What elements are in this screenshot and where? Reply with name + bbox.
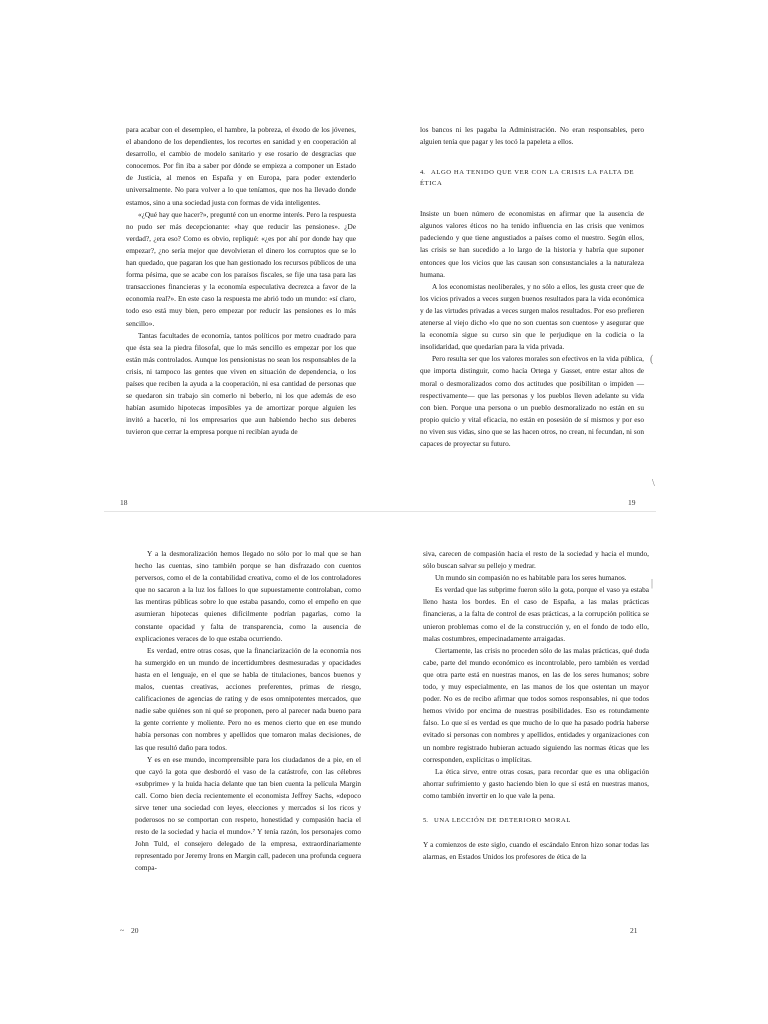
paragraph: Y a la desmoralización hemos llegado no sólo por lo mal que se han hecho las cuentas, sino también porque se han disfrazado con cuentos perversos, como el de la contabilidad creativa, como el de los controladores que no sacaron a la luz los falloes lo que supuestamente controlaban, como las mentiras públicas sobre lo que estaba pasando, como el empeño en que asumieran hipotecas quienes difícilmente podrían pagarlas, como la constante opacidad y falta de transparencia, como la ausencia de explicaciones veraces de lo que estaba ocurriendo. [135,549,361,643]
paragraph: los bancos ni les pagaba la Administración. No eran responsables, pero alguien tenía que pagar y les tocó la papeleta a ellos. [420,125,644,147]
paragraph: Es verdad, entre otras cosas, que la financiarización de la economía nos ha sumergido en un mundo de incertidumbres desmesuradas y opacidades hasta en el lenguaje, en el que se habla de titulaciones, bancos buenos y malos, cuentas creativas, acciones preferentes, primas de riesgo, calificaciones de agencias de rating y de esos omnipotentes mercados, que nadie sabe quiénes son ni qué se proponen, pero al parecer nada bueno para la gente corriente y moliente. Pero no es menos cierto que en ese mundo había personas con nombres y apellidos que tomaron malas decisiones, de las que resultó daño para todos. [135,645,361,752]
section-title: UNA LECCIÓN DE DETERIORO MORAL [433,816,572,824]
paragraph: siva, carecen de compasión hacia el resto de la sociedad y hacia el mundo, sólo buscan salvar su pellejo y medrar. [423,549,649,571]
paragraph: Un mundo sin compasión no es habitable para los seres humanos. [435,573,627,583]
section-title: ALGO HA TENIDO QUE VER CON LA CRISIS LA FALTA DE ÉTICA [420,169,635,188]
paragraph: La ética sirve, entre otras cosas, para recordar que es una obligación ahorrar sufrimiento y gasto haciendo bien lo que sí está en nuestras manos, como también invertir en lo que vale la pena. [423,766,649,800]
bottom-left-page-text [135,548,361,875]
bottom-right-page-text [423,548,649,863]
margin-mark: ( [650,354,654,365]
section-number: 5. [423,816,428,824]
page-number: 18 [120,498,128,507]
paragraph: Y es en ese mundo, incomprensible para los ciudadanos de a pie, en el que cayó la gota que desbordó el vaso de la catástrofe, con las célebres «subprime» y la huida hacia delante que tan bien cuenta la película Margin call. Como bien decía recientemente el economista Jeffrey Sachs, «depoco sirve tener una sociedad con leyes, elecciones y mercados si los ricos y poderosos no se comportan con respeto, honestidad y compasión hacia el resto de la sociedad y hacia el mundo».⁷ Y tenía razón, los personajes como John Tuld, el consejero delegado de la empresa, extraordinariamente representado por Jeremy Irons en Margin call, padecen una profunda ceguera compa- [135,754,361,873]
paragraph: Tantas facultades de economía, tantos políticos por metro cuadrado para que ésta sea la piedra filosofal, que lo más sencillo es empezar por los que están más controlados. Aunque los pensionistas no sean los responsables de la crisis, ni tampoco las gentes que viven en situación de dependencia, o los países que reciben la ayuda a la cooperación, ni esa cantidad de personas que se quedaron sin trabajo sin comerlo ni beberlo, ni los que además de eso habían asumido hipotecas imposibles ya de amortizar porque alguien les invitó a hacerlo, ni los empresarios que aun habiendo hecho sus deberes tuvieron que cerrar la empresa porque ni recibían ayuda de [126,330,356,437]
paragraph: para acabar con el desempleo, el hambre, la pobreza, el éxodo de los jóvenes, el abandono de los dependientes, los recortes en sanidad y en cooperación al desarrollo, el cambio de modelo sanitario y ese rosario de desgracias que conocemos. Por fin iba a saber por dónde se empieza a componer un Estado de Justicia, al menos en España y en Europa, para poder extenderlo universalmente. No para volver a lo que teníamos, que nos ha llevado donde estamos, sino a una sociedad justa con formas de vida inteligentes. [126,125,356,207]
paragraph: Ciertamente, las crisis no proceden sólo de las malas prácticas, qué duda cabe, parte del mundo económico es incontrolable, pero también es verdad que otra parte está en nuestras manos, en las de los seres humanos; sobre todo, y muy especialmente, en las manos de los que ostentan un mayor poder. No es de recibo afirmar que todos somos responsables, ni que todos hemos vivido por encima de nuestras posibilidades. Eso es rotundamente falso. Lo que sí es verdad es que mucho de lo que ha pasado podría haberse evitado si personas con nombres y apellidos, entidades y organizaciones con un nombre registrado hubieran actuado siguiendo las normas éticas que les corresponden, explícitas o implícitas. [423,645,649,764]
margin-mark: | [651,578,654,589]
paragraph: Es verdad que las subprime fueron sólo la gota, porque el vaso ya estaba lleno hasta los bordes. En el caso de España, a las malas prácticas financieras, a la falta de control de esas prácticas, a la corrupción política se unieron problemas como el de la construcción y, en el fondo de todo ello, malas costumbres, empecinadamente arraigadas. [423,585,649,643]
page-number: 19 [628,498,636,507]
paragraph: A los economistas neoliberales, y no sólo a ellos, les gusta creer que de los vicios privados a veces surgen buenos resultados para la vida económica y de las virtudes privadas a veces surgen malos resultados. Por eso prefieren atenerse al viejo dicho «lo que no son cuentas son cuentos» y asegurar que la economía sigue su curso sin que le perjudique en la codicia o la insolidaridad, que quedarían para la vida privada. [420,281,644,352]
page-number: 21 [630,926,638,935]
paragraph: Insiste un buen número de economistas en afirmar que la ausencia de algunos valores éticos no ha tenido influencia en las crisis que venimos padeciendo y que tiene angustiados a países como el nuestro. Según ellos, las crisis se han sucedido a lo largo de la historia y habría que suponer entonces que los vicios que las causan son consustanciales a la naturaleza humana. [420,209,644,279]
top-left-page-text [126,124,356,438]
section-heading [420,167,644,189]
paragraph: «¿Qué hay que hacer?», pregunté con un enorme interés. Pero la respuesta no pudo ser más decepcionante: «hay que reducir las pensiones». ¿De verdad?, ¿era eso? Como es obvio, repliqué: «¿es por ahí por donde hay que empezar?, ¿no sería mejor que devolvieran el dinero los corruptos que se lo han quedado, que pagaran los que han gestionado los recursos públicos de una forma pésima, que se acabe con los paraísos fiscales, se fije una tasa para las transacciones financieras y la economía especulativa decrezca a favor de la economía real?». En este caso la respuesta me abrió todo un mundo: «sí claro, todo eso está muy bien, pero empezar por reducir las pensiones es lo más sencillo». [126,209,356,328]
paragraph: Y a comienzos de este siglo, cuando el escándalo Enron hizo sonar todas las alarmas, en Estados Unidos los profesores de ética de la [423,839,649,862]
margin-mark: \ [652,478,655,489]
section-number: 4. [420,169,425,177]
page-number: 20 [131,926,139,935]
page-number-dash: ~ [120,926,125,935]
paragraph: Pero resulta ser que los valores morales son efectivos en la vida pública, que importa distinguir, como hacía Ortega y Gasset, entre estar altos de moral o desmoralizados como dos actitudes que posibilitan o impiden —respectivamente— que las personas y los pueblos lleven adelante su vida con bien. Porque una persona o un pueblo desmoralizado no están en su propio quicio y vital eficacia, no están en posesión de sí mismos y por eso no viven sus vidas, sino que se las hacen otros, no crean, ni fecundan, ni son capaces de proyectar su futuro. [420,354,644,448]
scan-divider [104,511,656,512]
section-heading [423,815,649,826]
top-right-page-text [420,124,644,450]
